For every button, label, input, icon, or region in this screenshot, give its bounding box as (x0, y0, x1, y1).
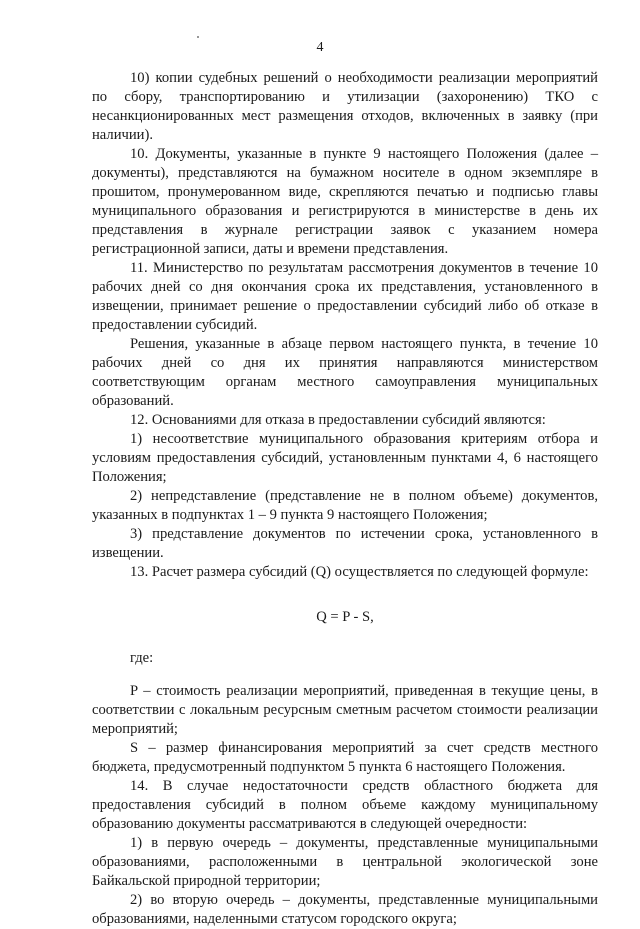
paragraph-clause-14-priority: 14. В случае недостаточности средств областного бюджета для предоставления субсидий в полном объеме каждому муниципальному образованию документы рассматриваются в следующей очередности: (92, 778, 598, 832)
document-body (92, 69, 598, 929)
formula-where-label: где: (130, 650, 154, 666)
paragraph-clause-14-item-2: 2) во вторую очередь – документы, представленные муниципальными образованиями, наделенными статусом городского округа; (92, 892, 598, 927)
paragraph-clause-11-ministry-review: 11. Министерство по результатам рассмотрения документов в течение 10 рабочих дней со дня окончания срока их представления, установленного в извещении, принимает решение о предоставлении субсидий либо об отказе в предоставлении субсидий. (92, 260, 598, 333)
paragraph-clause-10-documents: 10. Документы, указанные в пункте 9 настоящего Положения (далее – документы), представляются на бумажном носителе в одном экземпляре в прошитом, пронумерованном виде, скрепляются печатью и подписью главы муниципального образования и регистрируются в министерстве в день их представления в журнале регистрации заявок с указанием номера регистрационной записи, даты и времени представления. (92, 146, 598, 257)
scan-speck (197, 36, 199, 38)
paragraph-clause-12-refusal-grounds: 12. Основаниями для отказа в предоставлении субсидий являются: (130, 412, 546, 428)
page-number: 4 (316, 40, 324, 55)
paragraph-clause-12-item-3: 3) представление документов по истечении срока, установленного в извещении. (92, 526, 598, 561)
paragraph-clause-12-item-2: 2) непредставление (представление не в полном объеме) документов, указанных в подпунктах 1 – 9 пункта 9 настоящего Положения; (92, 488, 598, 523)
paragraph-clause-13-calculation: 13. Расчет размера субсидий (Q) осуществляется по следующей формуле: (130, 564, 589, 580)
paragraph-clause-11-decisions-sent: Решения, указанные в абзаце первом настоящего пункта, в течение 10 рабочих дней со дня их принятия направляются министерством соответствующим органам местного самоуправления муниципальных образований. (92, 336, 598, 409)
paragraph-item-10-court-decisions: 10) копии судебных решений о необходимости реализации мероприятий по сбору, транспортированию и утилизации (захоронению) ТКО с несанкционированных мест размещения отходов, включенных в заявку (при наличии). (92, 70, 598, 143)
paragraph-definition-p: P – стоимость реализации мероприятий, приведенная в текущие цены, в соответствии с локальным ресурсным сметным расчетом стоимости реализации мероприятий; (92, 683, 598, 737)
paragraph-definition-s: S – размер финансирования мероприятий за счет средств местного бюджета, предусмотренный подпунктом 5 пункта 6 настоящего Положения. (92, 740, 598, 775)
subsidy-formula: Q = P - S, (316, 609, 374, 625)
paragraph-clause-12-item-1: 1) несоответствие муниципального образования критериям отбора и условиям предоставления субсидий, установленным пунктами 4, 6 настоящего Положения; (92, 431, 598, 485)
paragraph-clause-14-item-1: 1) в первую очередь – документы, представленные муниципальными образованиями, расположенными в центральной экологической зоне Байкальской природной территории; (92, 835, 598, 889)
